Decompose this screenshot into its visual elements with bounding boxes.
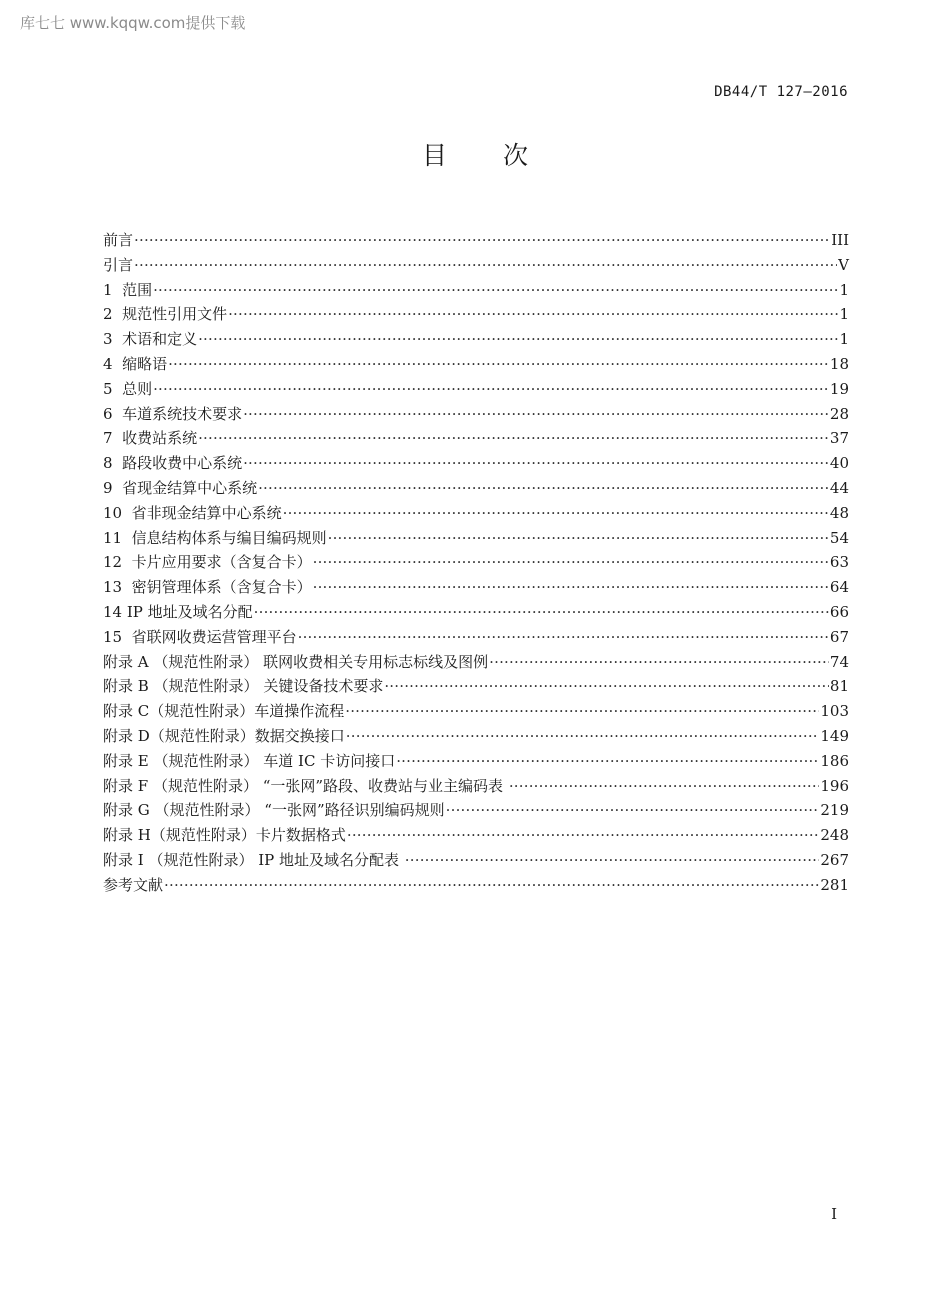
toc-entry[interactable] [103, 749, 849, 774]
toc-entry-page: 64 [829, 578, 849, 597]
toc-entry-page: 44 [829, 478, 849, 497]
toc-leader-dots [298, 625, 829, 650]
toc-entry-page: 219 [820, 801, 849, 820]
toc-leader-dots [509, 774, 820, 799]
toc-entry[interactable] [103, 848, 849, 873]
table-of-contents [103, 228, 849, 898]
toc-entry[interactable] [103, 526, 849, 551]
toc-leader-dots [328, 526, 829, 551]
toc-entry[interactable] [103, 327, 849, 352]
toc-leader-dots [405, 848, 820, 873]
toc-entry-label: 12 卡片应用要求（含复合卡） [103, 553, 312, 572]
toc-entry-page: 48 [829, 503, 849, 522]
toc-entry[interactable] [103, 426, 849, 451]
toc-entry-page: 1 [839, 330, 849, 349]
toc-leader-dots [254, 600, 829, 625]
toc-entry-label: 附录 I （规范性附录） IP 地址及域名分配表 [103, 850, 404, 869]
toc-entry[interactable] [103, 823, 849, 848]
toc-entry-page: 40 [829, 454, 849, 473]
toc-leader-dots [243, 402, 829, 427]
toc-entry[interactable] [103, 724, 849, 749]
page-number: I [831, 1205, 837, 1223]
toc-entry[interactable] [103, 575, 849, 600]
toc-entry-page: 81 [829, 677, 849, 696]
toc-entry-label: 附录 F （规范性附录） “一张网”路段、收费站与业主编码表 [103, 776, 508, 795]
toc-entry-label: 附录 C（规范性附录）车道操作流程 [103, 702, 345, 721]
toc-leader-dots [347, 823, 820, 848]
toc-entry-page: 1 [839, 305, 849, 324]
toc-entry-label: 15 省联网收费运营管理平台 [103, 627, 297, 646]
toc-entry-label: 9 省现金结算中心系统 [103, 478, 258, 497]
toc-entry[interactable] [103, 625, 849, 650]
toc-leader-dots [283, 501, 829, 526]
toc-entry-page: 196 [820, 776, 849, 795]
toc-entry-label: 6 车道系统技术要求 [103, 404, 243, 423]
toc-leader-dots [168, 352, 829, 377]
toc-entry-label: 附录 E （规范性附录） 车道 IC 卡访问接口 [103, 751, 396, 770]
page-title-char-2: 次 [503, 141, 529, 170]
toc-entry[interactable] [103, 501, 849, 526]
toc-leader-dots [258, 476, 829, 501]
toc-leader-dots [228, 302, 838, 327]
toc-leader-dots [345, 699, 819, 724]
toc-leader-dots [198, 327, 838, 352]
toc-entry-page: 1 [839, 280, 849, 299]
toc-entry-page: III [831, 231, 849, 249]
toc-entry-label: 2 规范性引用文件 [103, 305, 228, 324]
toc-entry-page: 103 [820, 702, 849, 721]
toc-entry-page: 281 [820, 875, 849, 894]
toc-leader-dots [153, 377, 829, 402]
toc-entry[interactable] [103, 550, 849, 575]
page-title [0, 136, 950, 172]
toc-leader-dots [153, 278, 838, 303]
toc-leader-dots [134, 228, 830, 253]
toc-entry[interactable] [103, 476, 849, 501]
toc-entry[interactable] [103, 798, 849, 823]
toc-entry-page: 63 [829, 553, 849, 572]
toc-entry[interactable] [103, 402, 849, 427]
toc-entry[interactable] [103, 278, 849, 303]
toc-leader-dots [384, 674, 829, 699]
toc-entry-label: 参考文献 [103, 875, 164, 894]
toc-entry-label: 11 信息结构体系与编目编码规则 [103, 528, 327, 547]
toc-entry[interactable] [103, 873, 849, 898]
toc-leader-dots [134, 253, 837, 278]
toc-leader-dots [164, 873, 819, 898]
toc-entry-label: 附录 H（规范性附录）卡片数据格式 [103, 826, 346, 845]
toc-entry-label: 附录 B （规范性附录） 关键设备技术要求 [103, 677, 384, 696]
toc-entry[interactable] [103, 228, 849, 253]
toc-entry-label: 3 术语和定义 [103, 330, 198, 349]
toc-entry-page: V [838, 255, 849, 274]
toc-entry-label: 前言 [103, 231, 134, 249]
toc-entry[interactable] [103, 302, 849, 327]
toc-entry-page: 19 [829, 379, 849, 398]
toc-leader-dots [489, 650, 829, 675]
toc-entry[interactable] [103, 377, 849, 402]
toc-entry-page: 186 [820, 751, 849, 770]
toc-entry[interactable] [103, 451, 849, 476]
toc-entry[interactable] [103, 352, 849, 377]
toc-entry[interactable] [103, 600, 849, 625]
toc-entry-label: 附录 G （规范性附录） “一张网”路径识别编码规则 [103, 801, 445, 820]
toc-leader-dots [313, 575, 829, 600]
toc-entry[interactable] [103, 253, 849, 278]
toc-leader-dots [198, 426, 829, 451]
toc-entry-label: 附录 A （规范性附录） 联网收费相关专用标志标线及图例 [103, 652, 489, 671]
toc-entry[interactable] [103, 774, 849, 799]
toc-entry-label: 4 缩略语 [103, 354, 168, 373]
toc-entry-label: 7 收费站系统 [103, 429, 198, 448]
toc-entry[interactable] [103, 674, 849, 699]
toc-entry[interactable] [103, 699, 849, 724]
document-code: DB44/T 127—2016 [714, 84, 848, 100]
toc-entry-page: 37 [829, 429, 849, 448]
toc-leader-dots [313, 550, 829, 575]
page-title-char-1: 目 [421, 141, 447, 170]
toc-entry-page: 66 [829, 602, 849, 621]
toc-leader-dots [446, 798, 820, 823]
toc-entry-page: 267 [820, 850, 849, 869]
toc-entry-page: 149 [820, 726, 849, 745]
toc-entry-page: 67 [829, 627, 849, 646]
toc-entry-label: 10 省非现金结算中心系统 [103, 503, 282, 522]
toc-entry-label: 5 总则 [103, 379, 153, 398]
toc-entry-page: 74 [829, 652, 849, 671]
toc-entry[interactable] [103, 650, 849, 675]
toc-entry-label: 1 范围 [103, 280, 153, 299]
toc-entry-label: 8 路段收费中心系统 [103, 454, 243, 473]
toc-entry-label: 14 IP 地址及域名分配 [103, 602, 253, 621]
toc-leader-dots [396, 749, 819, 774]
toc-entry-label: 附录 D（规范性附录）数据交换接口 [103, 726, 345, 745]
toc-entry-label: 13 密钥管理体系（含复合卡） [103, 578, 312, 597]
toc-entry-label: 引言 [103, 255, 134, 274]
toc-leader-dots [243, 451, 829, 476]
toc-entry-page: 248 [820, 826, 849, 845]
toc-entry-page: 28 [829, 404, 849, 423]
toc-leader-dots [346, 724, 820, 749]
toc-entry-page: 18 [829, 354, 849, 373]
toc-entry-page: 54 [829, 528, 849, 547]
watermark-text: 库七七 www.kqqw.com提供下载 [20, 14, 246, 32]
